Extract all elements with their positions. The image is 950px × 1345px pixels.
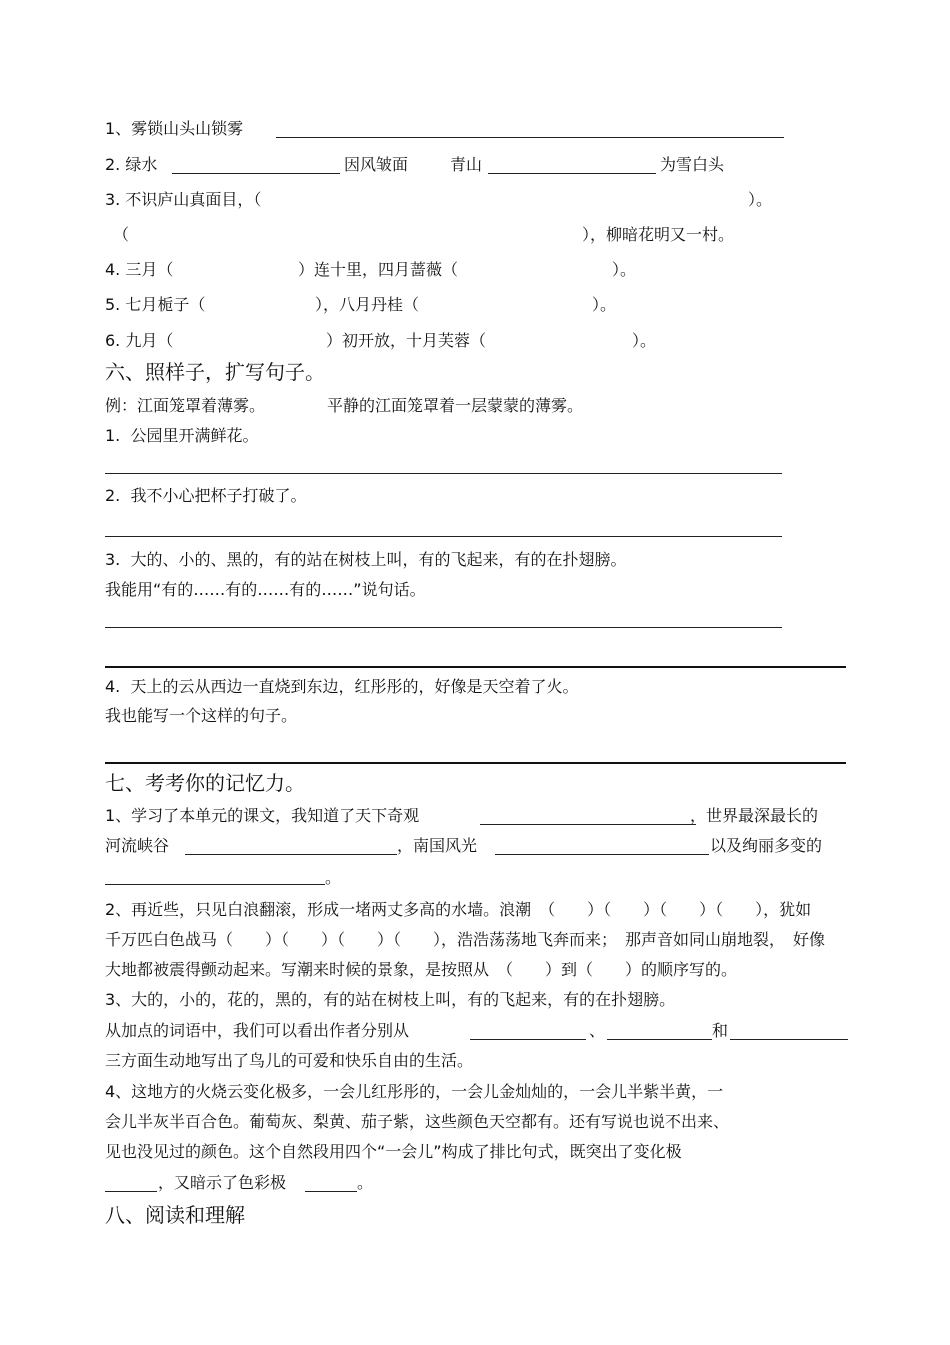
section7-q3-line2b: 、	[589, 1021, 606, 1040]
q1-answer-line[interactable]	[276, 137, 784, 138]
section6-item4: 4. 天上的云从西边一直烧到东边，红彤彤的，好像是天空着了火。	[105, 677, 579, 696]
q2-text-d: 为雪白头	[660, 155, 725, 174]
section6-item3-answer-line[interactable]	[105, 627, 782, 628]
section6-item3-prompt: 我能用“有的……有的……有的……”说句话。	[105, 580, 426, 599]
q5-text-a: 5. 七月栀子（	[105, 295, 206, 314]
q6-text-b: ）初开放，十月芙蓉（	[326, 331, 487, 350]
section7-q1-line1a: 1、学习了本单元的课文，我知道了天下奇观	[105, 806, 420, 825]
section7-q4-blank-1[interactable]	[105, 1191, 157, 1192]
section6-example-a: 例：江面笼罩着薄雾。	[105, 396, 266, 415]
section7-q4-blank-2[interactable]	[305, 1191, 357, 1192]
section7-q2-line1: 2、再近些，只见白浪翻滚，形成一堵两丈多高的水墙。浪潮 （ ）（ ）（ ）（ ），犹如	[105, 900, 812, 919]
section7-q4-line4a: ，又暗示了色彩极	[158, 1173, 287, 1192]
section8-heading: 八、阅读和理解	[105, 1203, 245, 1227]
section7-q1-line2b: ，南国风光	[397, 836, 478, 855]
section6-item3-answer-line-2[interactable]	[105, 666, 846, 668]
q5-text-b: ），八月丹桂（	[315, 295, 420, 314]
q4-text-b: ）连十里，四月蔷薇（	[298, 260, 459, 279]
section7-q3-blank-2[interactable]	[607, 1039, 712, 1040]
section7-q1-line3: 。	[325, 868, 342, 887]
section7-q4-line4b: 。	[357, 1173, 374, 1192]
section7-q3-line2a: 从加点的词语中，我们可以看出作者分别从	[105, 1021, 410, 1040]
section6-heading: 六、照样子，扩写句子。	[105, 360, 325, 384]
q3-text-c: （	[113, 225, 130, 244]
section7-q3-blank-1[interactable]	[470, 1039, 586, 1040]
section6-item3: 3. 大的、小的、黑的，有的站在树枝上叫，有的飞起来，有的在扑翅膀。	[105, 550, 627, 569]
section7-q2-line3: 大地都被震得颤动起来。写潮来时候的景象，是按照从 （ ）到（ ）的顺序写的。	[105, 960, 738, 979]
q1-text: 1、雾锁山头山锁雾	[105, 119, 244, 138]
section7-q1-blank-4[interactable]	[105, 884, 325, 885]
section6-item1: 1. 公园里开满鲜花。	[105, 426, 259, 445]
q5-text-c: ）。	[592, 295, 617, 314]
section6-item4-prompt: 我也能写一个这样的句子。	[105, 706, 298, 725]
section7-q4-line3: 见也没见过的颜色。这个自然段用四个“一会儿”构成了排比句式，既突出了变化极	[105, 1142, 682, 1161]
section7-q1-line2a: 河流峡谷	[105, 836, 170, 855]
section6-item4-answer-line[interactable]	[105, 762, 846, 764]
section7-q1-line1b: ，世界最深最长的	[690, 806, 819, 825]
q2-text-c: 青山	[450, 155, 483, 174]
section7-q1-blank-3[interactable]	[495, 854, 709, 855]
q3-text-b: ）。	[748, 190, 773, 209]
q6-text-a: 6. 九月（	[105, 331, 174, 350]
section7-q3-line2c: 和	[712, 1021, 729, 1040]
q2-text-b: 因风皱面	[344, 155, 409, 174]
section7-q4-line2: 会儿半灰半百合色。葡萄灰、梨黄、茄子紫，这些颜色天空都有。还有写说也说不出来、	[105, 1112, 730, 1131]
q4-text-a: 4. 三月（	[105, 260, 174, 279]
q4-text-c: ）。	[612, 260, 637, 279]
section7-heading: 七、考考你的记忆力。	[105, 771, 305, 795]
section7-q1-blank-1[interactable]	[480, 824, 696, 825]
section7-q2-line2: 千万匹白色战马（ ）（ ）（ ）（ ），浩浩荡荡地飞奔而来； 那声音如同山崩地裂， 好像	[105, 930, 826, 949]
section7-q1-blank-2[interactable]	[185, 854, 397, 855]
section7-q3-blank-3[interactable]	[730, 1039, 848, 1040]
section6-item2-answer-line[interactable]	[105, 536, 782, 537]
q6-text-c: ）。	[632, 331, 657, 350]
q3-text-d: ），柳暗花明又一村。	[582, 225, 735, 244]
section7-q3-line1: 3、大的，小的，花的，黑的，有的站在树枝上叫，有的飞起来，有的在扑翅膀。	[105, 990, 676, 1009]
q3-text-a: 3. 不识庐山真面目，（	[105, 190, 262, 209]
section7-q4-line1: 4、这地方的火烧云变化极多，一会儿红彤彤的，一会儿金灿灿的，一会儿半紫半黄，一	[105, 1082, 724, 1101]
q2-text-a: 2. 绿水	[105, 155, 158, 174]
q2-answer-line-1[interactable]	[172, 173, 340, 174]
section7-q3-line3: 三方面生动地写出了鸟儿的可爱和快乐自由的生活。	[105, 1051, 474, 1070]
q2-answer-line-2[interactable]	[488, 173, 656, 174]
section6-example-b: 平静的江面笼罩着一层蒙蒙的薄雾。	[327, 396, 584, 415]
section6-item1-answer-line[interactable]	[105, 473, 782, 474]
section7-q1-line2c: 以及绚丽多变的	[710, 836, 823, 855]
section6-item2: 2. 我不小心把杯子打破了。	[105, 486, 307, 505]
